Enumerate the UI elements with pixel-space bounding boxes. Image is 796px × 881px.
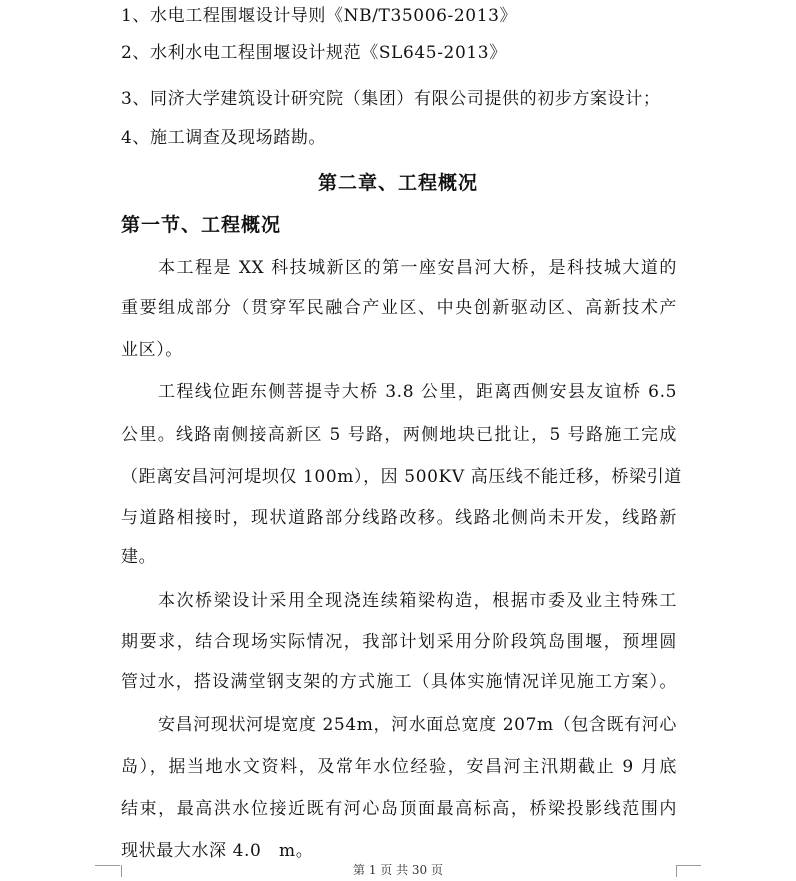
- paragraph-line: 与道路相接时，现状道路部分线路改移。线路北侧尚未开发，线路新: [121, 508, 677, 528]
- reference-item-4: 4、施工调查及现场踏勘。: [121, 128, 327, 148]
- page-footer: 第 1 页 共 30 页: [353, 863, 443, 877]
- paragraph-line: （距离安昌河河堤坝仅 100m），因 500KV 高压线不能迁移，桥梁引道: [121, 467, 682, 487]
- paragraph-line: 期要求，结合现场实际情况，我部计划采用分阶段筑岛围堰，预埋圆: [121, 632, 677, 652]
- paragraph-line: 公里。线路南侧接高新区 5 号路，两侧地块已批让，5 号路施工完成: [121, 425, 677, 445]
- reference-item-3: 3、同济大学建筑设计研究院（集团）有限公司提供的初步方案设计；: [121, 89, 661, 109]
- paragraph-line: 岛），据当地水文资料，及常年水位经验，安昌河主汛期截止 9 月底: [121, 757, 677, 777]
- paragraph-line: 业区）。: [121, 340, 183, 360]
- reference-item-1: 1、水电工程围堰设计导则《NB/T35006-2013》: [121, 6, 518, 26]
- paragraph-line: 结束，最高洪水位接近既有河心岛顶面最高标高，桥梁投影线范围内: [121, 799, 677, 819]
- paragraph-line: 本工程是 XX 科技城新区的第一座安昌河大桥，是科技城大道的: [158, 258, 677, 278]
- paragraph-line: 重要组成部分（贯穿军民融合产业区、中央创新驱动区、高新技术产: [121, 298, 677, 318]
- paragraph-line: 管过水，搭设满堂钢支架的方式施工（具体实施情况详见施工方案）。: [121, 672, 677, 692]
- paragraph-line: 安昌河现状河堤宽度 254m，河水面总宽度 207m（包含既有河心: [158, 715, 677, 735]
- paragraph-line: 建。: [121, 547, 157, 567]
- paragraph-line: 工程线位距东侧菩提寺大桥 3.8 公里，距离西侧安县友谊桥 6.5: [158, 382, 677, 402]
- paragraph-line: 本次桥梁设计采用全现浇连续箱梁构造，根据市委及业主特殊工: [158, 591, 677, 611]
- section-title: 第一节、工程概况: [121, 214, 282, 236]
- paragraph-line: 现状最大水深 4.0 m。: [121, 841, 314, 861]
- reference-item-2: 2、水利水电工程围堰设计规范《SL645-2013》: [121, 43, 507, 63]
- chapter-title: 第二章、工程概况: [317, 172, 478, 194]
